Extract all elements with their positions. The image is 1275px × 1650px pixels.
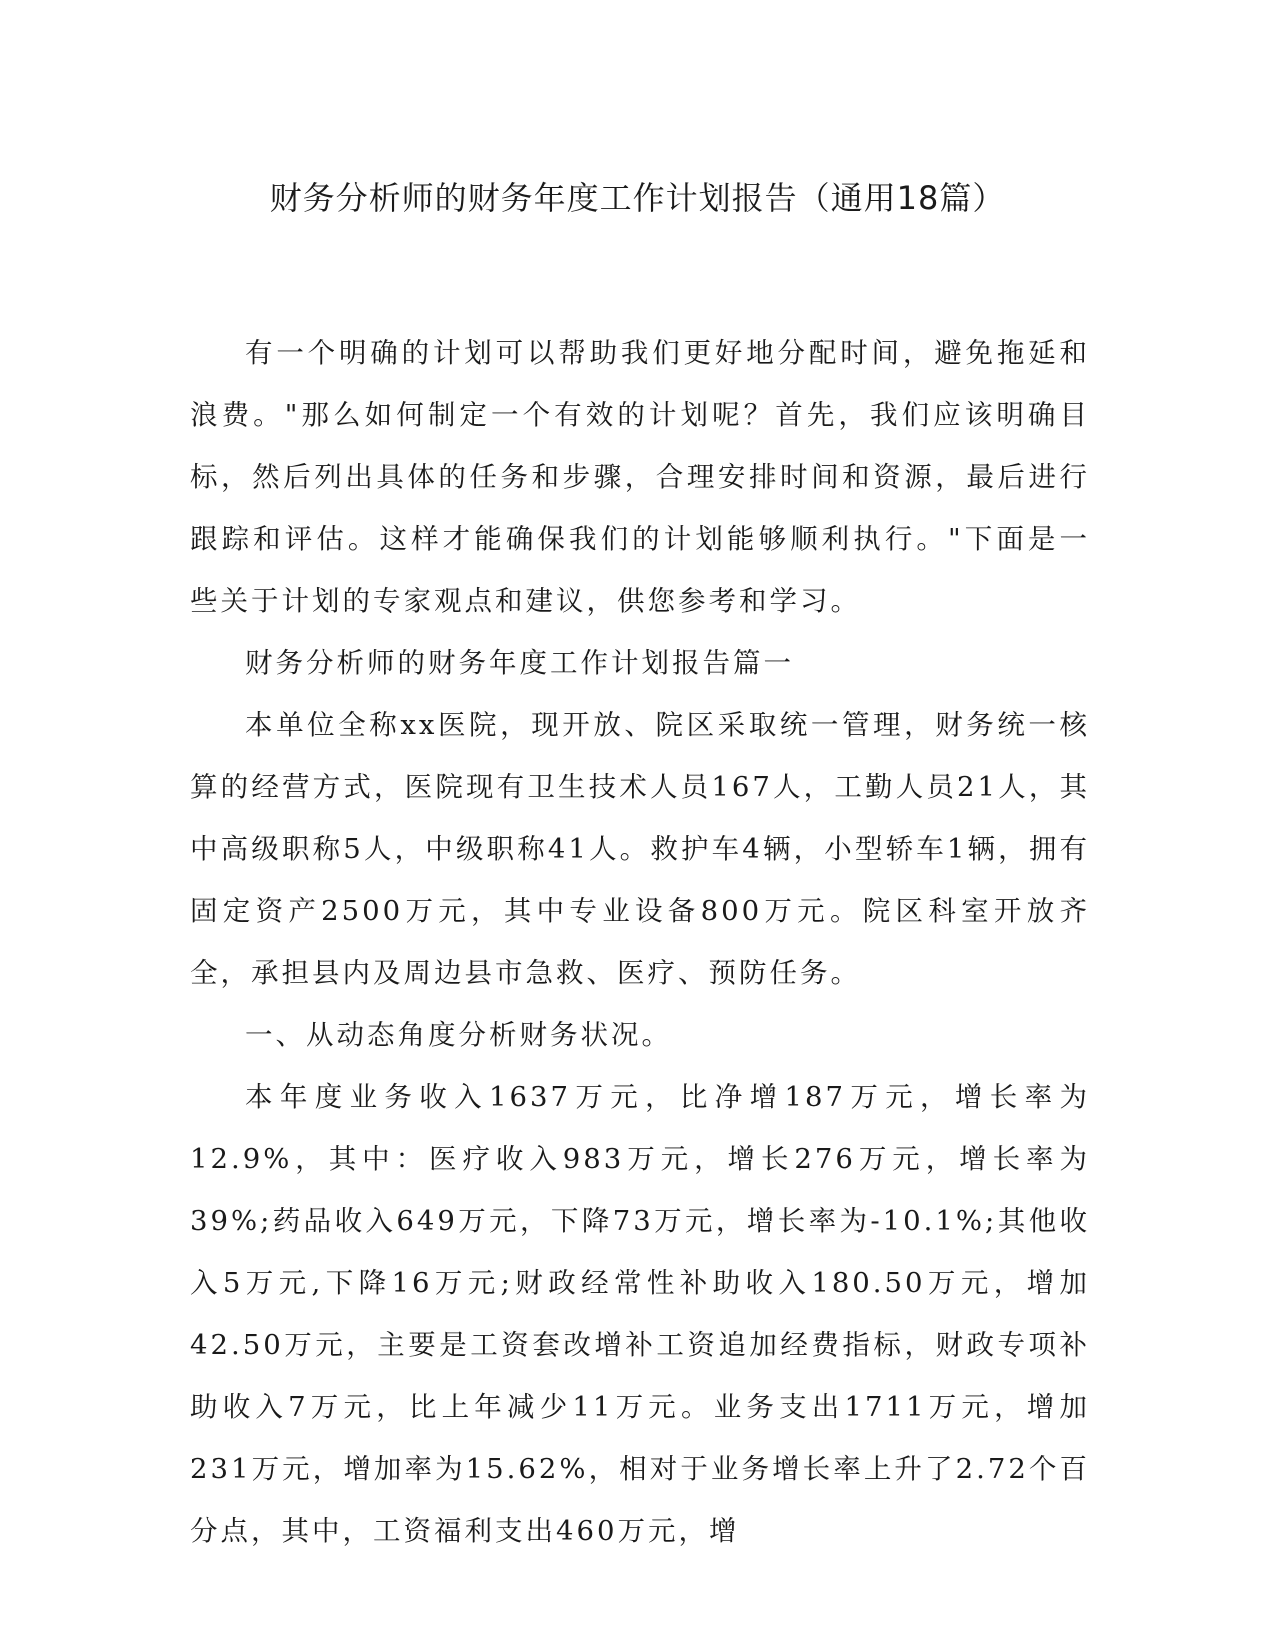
document-body xyxy=(190,322,1090,1562)
income-analysis-paragraph: 本年度业务收入1637万元，比净增187万元，增长率为12.9%，其中：医疗收入983万元，增长276万元，增长率为39%;药品收入649万元，下降73万元，增长率为-10.1%;其他收入5万元,下降16万元;财政经常性补助收入180.50万元，增加42.50万元，主要是工资套改增补工资追加经费指标，财政专项补助收入7万元，比上年减少11万元。业务支出1711万元，增加231万元，增加率为15.62%，相对于业务增长率上升了2.72个百分点，其中，工资福利支出460万元，增 xyxy=(190,1081,1090,1547)
section-heading-part-one: 财务分析师的财务年度工作计划报告篇一 xyxy=(245,647,794,679)
intro-paragraph: 有一个明确的计划可以帮助我们更好地分配时间，避免拖延和浪费。"那么如何制定一个有效的计划呢？首先，我们应该明确目标，然后列出具体的任务和步骤，合理安排时间和资源，最后进行跟踪和评估。这样才能确保我们的计划能够顺利执行。"下面是一些关于计划的专家观点和建议，供您参考和学习。 xyxy=(190,337,1090,617)
document-title: 财务分析师的财务年度工作计划报告（通用18篇） xyxy=(269,179,1006,217)
unit-overview-paragraph: 本单位全称xx医院，现开放、院区采取统一管理，财务统一核算的经营方式，医院现有卫生技术人员167人，工勤人员21人，其中高级职称5人，中级职称41人。救护车4辆，小型轿车1辆，拥有固定资产2500万元，其中专业设备800万元。院区科室开放齐全，承担县内及周边县市急救、医疗、预防任务。 xyxy=(190,709,1091,989)
section-heading-dynamic-analysis: 一、从动态角度分析财务状况。 xyxy=(245,1019,672,1051)
